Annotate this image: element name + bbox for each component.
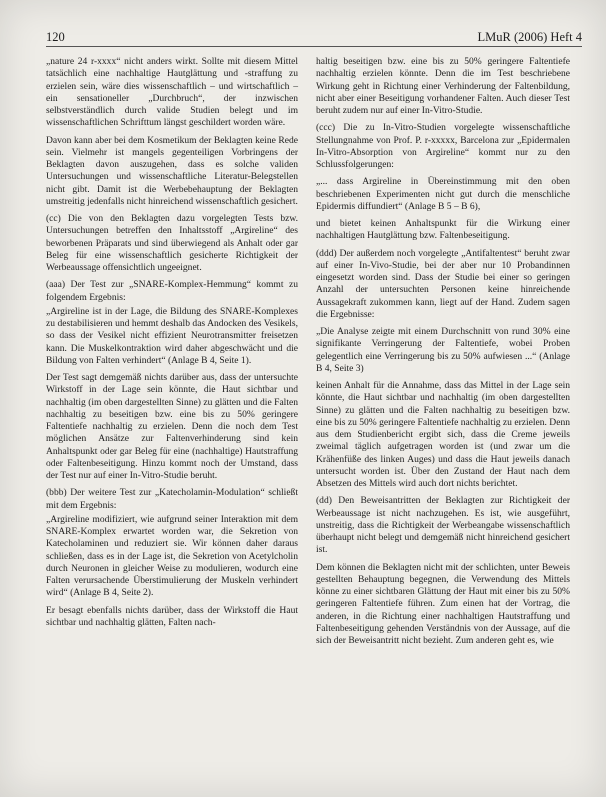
paragraph: „nature 24 r-xxxx“ nicht anders wirkt. Sollte mit diesem Mittel tatsächlich eine nachhaltige Hautglättung und -straffung zu erzielen sein, wäre dies wissenschaftlich – und wirtschaftlich – ein sensationeller „Durchbruch“, der inzwischen selbstverständlich durch valide Studien belegt und im wissenschaftlichen Schrifttum längst geschildert worden wäre. bbox=[46, 56, 298, 129]
paragraph: Er besagt ebenfalls nichts darüber, dass der Wirkstoff die Haut sichtbar und nachhaltig glätten, Falten nach- bbox=[46, 604, 298, 628]
paragraph: (ccc) Die zu In-Vitro-Studien vorgelegte wissenschaftliche Stellungnahme von Prof. P. r-xxxxx, Barcelona zur „Epidermalen In-Vitro-Absorption von Argireline“ kommt nur zu den Schlussfolgerungen: bbox=[316, 122, 570, 170]
paragraph: (ddd) Der außerdem noch vorgelegte „Antifaltentest“ beruht zwar auf einer In-Vivo-Studie, bei der aber nur 10 Probandinnen eingesetzt worden sind. Dass der Studie bei einer so geringen Anzahl der untersuchten Personen keine hinreichende Aussagekraft zukommen kann, liegt auf der Hand. Zudem sagen die Ergebnisse: bbox=[316, 247, 570, 320]
journal-reference: LMuR (2006) Heft 4 bbox=[477, 30, 582, 44]
paragraph: keinen Anhalt für die Annahme, dass das Mittel in der Lage sein könnte, die Haut sichtbar und nachhaltig (im oben dargestellten Sinne) zu glätten und die Falten nachhaltig zu beseitigen bzw. eine bis zu 50% geringere Faltentiefe nachhaltig zu erzielen. Denn aus dem Studienbericht ergibt sich, dass die Creme jeweils zweimal täglich aufgetragen worden ist (und zwar um die Krähenfüße des linken Auges) und dass die Haut jeweils danach untersucht worden ist. Über den Zustand der Haut nach dem Absetzen des Mittels wird auch dort nichts berichtet. bbox=[316, 380, 570, 489]
quote-paragraph: „Argireline modifiziert, wie aufgrund seiner Interaktion mit dem SNARE-Komplex erwartet worden war, die Sekretion von Katecholaminen und reduziert sie. Wir können daher daraus schließen, dass es in der Lage ist, die Sekretion von Acetylcholin durch Neuronen in gleicher Weise zu modulieren, wodurch eine Falten verursachende Überstimulierung der Muskeln verhindert wird“ (Anlage B 4, Seite 2). bbox=[46, 513, 298, 599]
paragraph: (aaa) Der Test zur „SNARE-Komplex-Hemmung“ kommt zu folgendem Ergebnis: bbox=[46, 279, 298, 303]
paragraph: (bbb) Der weitere Test zur „Katecholamin-Modulation“ schließt mit dem Ergebnis: bbox=[46, 487, 298, 511]
paragraph: (dd) Den Beweisantritten der Beklagten zur Richtigkeit der Werbeaussage ist nicht nachzugehen. Es ist, wie ausgeführt, unstreitig, dass die Richtigkeit der Werbeangabe wissenschaftlich überhaupt nicht belegt und demgemäß nicht hinreichend gesichert ist. bbox=[316, 495, 570, 556]
paragraph: Der Test sagt demgemäß nichts darüber aus, dass der untersuchte Wirkstoff in der Lage sein könnte, die Haut sichtbar und nachhaltig (im oben dargestellten Sinne) zu glätten und die Falten nachhaltig zu beseitigen bzw. eine bis zu 50% geringere Faltentiefe nachhaltig zu erzielen. Denn die noch dem Test möglichen Ansätze zur Faltenverhinderung sind kein Anhaltspunkt oder gar Beleg für eine (nachhaltige) Hautstraffung oder Faltenbeseitigung. Hinzu kommt noch der Umstand, dass der Test nur auf einer In-Vitro-Studie beruht. bbox=[46, 372, 298, 481]
paragraph: (cc) Die von den Beklagten dazu vorgelegten Tests bzw. Untersuchungen betreffen den Inhaltsstoff „Argireline“ des beworbenen Präparats und sind überwiegend als Anhalt oder gar Beleg für eine wissenschaftlich gesicherte Richtigkeit der Werbeaussage offensichtlich ungeeignet. bbox=[46, 213, 298, 273]
quote-paragraph: „Die Analyse zeigte mit einem Durchschnitt von rund 30% eine signifikante Verringerung der Faltentiefe, wobei Proben gelegentlich eine Verringerung bis zu 50% aufwiesen ...“ (Anlage B 4, Seite 3) bbox=[316, 326, 570, 374]
paragraph: Davon kann aber bei dem Kosmetikum der Beklagten keine Rede sein. Vielmehr ist mangels gegenteiligen Vorbringens der Beklagten davon auszugehen, dass es solche validen Untersuchungen und wissenschaftliche Literatur-Belegstellen nicht gibt. Damit ist die Werbebehauptung der Beklagten umstreitig jedenfalls nicht hinreichend wissenschaftlich gesichert. bbox=[46, 134, 298, 207]
page-number: 120 bbox=[46, 30, 65, 44]
quote-paragraph: „Argireline ist in der Lage, die Bildung des SNARE-Komplexes zu destabilisieren und hemmt deshalb das Andocken des Vesikels, so dass der Vesikel nicht effizient Neurotransmitter freisetzen kann. Die Muskelkontraktion wird daher abgeschwächt und die Bildung von Falten verhindert“ (Anlage B 4, Seite 1). bbox=[46, 305, 298, 366]
page-header bbox=[46, 30, 582, 47]
quote-paragraph: „... dass Argireline in Übereinstimmung mit den oben beschriebenen Experimenten nicht gut durch die menschliche Epidermis diffundiert“ (Anlage B 5 – B 6), bbox=[316, 176, 570, 212]
left-column bbox=[46, 56, 298, 634]
right-column bbox=[316, 56, 570, 652]
paragraph: haltig beseitigen bzw. eine bis zu 50% geringere Faltentiefe nachhaltig erzielen könnte. Denn die im Test beschriebene Wirkung geht in Richtung einer Verhinderung der Faltenbildung, nicht aber einer Beseitigung vorhandener Falten. Auch dieser Test beruht zudem nur auf einer In-Vitro-Studie. bbox=[316, 56, 570, 116]
paragraph: Dem können die Beklagten nicht mit der schlichten, unter Beweis gestellten Behauptung begegnen, die Verwendung des Mittels könne zu einer sichtbaren Glättung der Haut mit einer bis zu 50% geringeren Faltentiefe führen. Zum einen hat der Vortrag, die anderen, in die Richtung einer nachhaltigen Hautstraffung und Faltenbeseitigung gehenden Verständnis von der Aussage, auf die sich der Beweisantritt nicht bezieht. Zum anderen geht es, wie bbox=[316, 561, 570, 646]
paragraph: und bietet keinen Anhaltspunkt für die Wirkung einer nachhaltigen Hautglättung bzw. Faltenbeseitigung. bbox=[316, 218, 570, 242]
